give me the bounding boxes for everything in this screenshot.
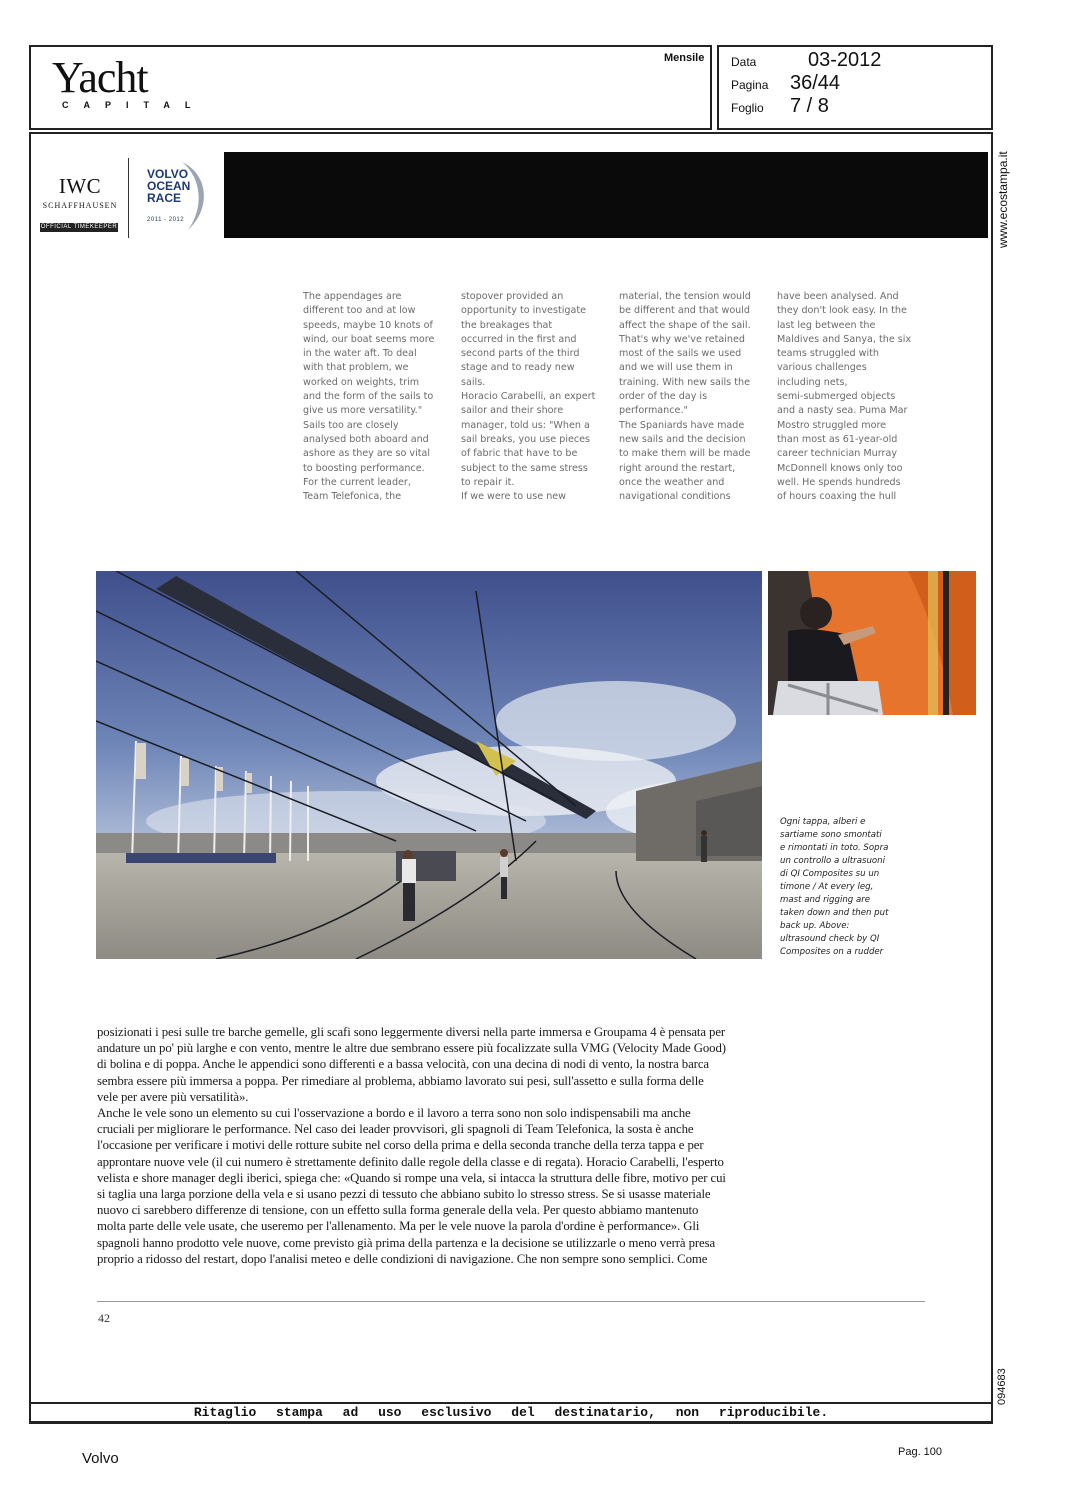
italian-body-text: posizionati i pesi sulle tre barche gemelle, gli scafi sono leggermente diversi nella parte immersa e Groupama 4 è pensata per andature un po' più larghe e con vento, mentre le altre due sembrano essere più focalizzate sulla VMG (Velocity Made Good) di bolina e di poppa. Anche le appendici sono differenti e a bassa velocità, con una decina di nodi di vento, la nostra barca sembra essere più immersa a poppa. Per rimediare al problema, abbiamo lavorato sui pesi, sull'assetto e sulla forma delle vele per avere più versatilità». Anche le vele sono un elemento su cui l'osservazione a bordo e il lavoro a terra sono non solo indispensabili ma anche cruciali per migliorare le performance. Nel caso dei leader provvisori, gli spagnoli di Team Telefonica, la sosta è anche l'occasione per verificare i motivi delle rotture subite nel corso della prima e della seconda tranche della terza tappa e per approntare nuove vele (il cui numero è strettamente definito dalle regole della classe e di regata). Horacio Carabelli, l'esperto velista e shore manager degli iberici, spiega che: «Quando si rompe una vela, si intacca la struttura delle fibre, motivo per cui si taglia una larga porzione della vela e si usano pezzi di tessuto che abbiano subito lo stresso stress. Se si usasse materiale nuovo ci sarebbero differenze di tensione, con un effetto sulla forma generale della vela. Per questo abbiamo mantenuto molta parte delle vele usate, che useremo per l'allenamento. Ma per le vele nuove la parola d'ordine è performance». Gli spagnoli hanno prodotto vele nuove, come previsto già prima della partenza e la decisione se utilizzarle o meno verrà presa proprio a ridosso del restart, dopo l'analisi meteo e delle condizioni di navigazione. Che non sempre sono semplici. Come xyxy=(97,1025,726,1266)
race-logo-line1: VOLVO xyxy=(147,167,189,181)
meta-value-foglio: 7 / 8 xyxy=(790,95,829,117)
race-logo-line3: RACE xyxy=(147,191,182,205)
main-photo-mast xyxy=(96,571,762,959)
meta-label-pagina: Pagina xyxy=(731,78,769,92)
publication-logo-subtitle: CAPITAL xyxy=(62,100,206,110)
official-timekeeper-badge: OFFICIAL TIMEKEEPER xyxy=(40,224,118,230)
client-label: Volvo xyxy=(82,1450,119,1467)
archive-page-label: Pag. 100 xyxy=(898,1446,943,1458)
english-column-4: have been analysed. And they don't look easy. In the last leg between the Maldives and Sanya, the six teams struggled with various challenges including nets, semi-submerged objects and a nasty sea. Puma Mar Mostro struggled more than most as 61-year-old career technician Murray McDonnell knows only too well. He spends hundreds of hours coaxing the hull xyxy=(777,291,912,503)
english-column-3: material, the tension would be different and that would affect the shape of the sail. That's why we've retained most of the sails we used and we will use them in training. With new sails the order of the day is performance." The Spaniards have made new sails and the decision to make them will be made right around the restart, once the weather and navigational conditions xyxy=(619,291,751,503)
iwc-logo-name: IWC xyxy=(58,174,102,198)
iwc-logo xyxy=(40,174,120,210)
photo-caption: Ogni tappa, alberi e sartiame sono smontati e rimontati in toto. Sopra un controllo a ultrasuoni di QI Composites su un timone / At every leg, mast and rigging are taken down and then put back up. Above: ultrasound check by QI Composites on a rudder xyxy=(780,817,889,957)
english-column-2: stopover provided an opportunity to investigate the breakages that occurred in the first and second parts of the third stage and to ready new sails. Horacio Carabelli, an expert sailor and their shore manager, told us: "When a sail breaks, you use pieces of fabric that have to be subject to the same stress to repair it. If we were to use new xyxy=(461,291,596,503)
source-url: www.ecostampa.it xyxy=(996,151,1010,248)
meta-value-pagina: 36/44 xyxy=(790,72,841,94)
frequency-label: Mensile xyxy=(664,52,705,64)
english-column-1: The appendages are different too and at low speeds, maybe 10 knots of wind, our boat seems more in the water aft. To deal with that problem, we worked on weights, trim and the form of the sails to give us more versatility." Sails too are closely analysed both aboard and ashore as they are so vital to boosting performance. For the current leader, Team Telefonica, the xyxy=(303,291,435,503)
race-years: 2011 - 2012 xyxy=(147,217,185,223)
footer-rule xyxy=(97,1301,925,1302)
magazine-page-number: 42 xyxy=(98,1311,110,1325)
meta-label-foglio: Foglio xyxy=(731,101,764,115)
race-logo-line2: OCEAN xyxy=(147,179,191,193)
footer-notice: Ritaglio stampa ad uso esclusivo del destinatario, non riproducibile. xyxy=(193,1405,829,1420)
meta-value-data: 03-2012 xyxy=(808,49,882,71)
clipping-code: 094683 xyxy=(996,1368,1008,1405)
logo-divider xyxy=(128,158,129,238)
photo-ultrasound-rudder xyxy=(768,571,976,715)
meta-label-data: Data xyxy=(731,55,757,69)
redacted-banner xyxy=(224,152,988,238)
iwc-logo-sub: SCHAFFHAUSEN xyxy=(42,201,118,210)
publication-logo: Yacht xyxy=(52,53,148,102)
